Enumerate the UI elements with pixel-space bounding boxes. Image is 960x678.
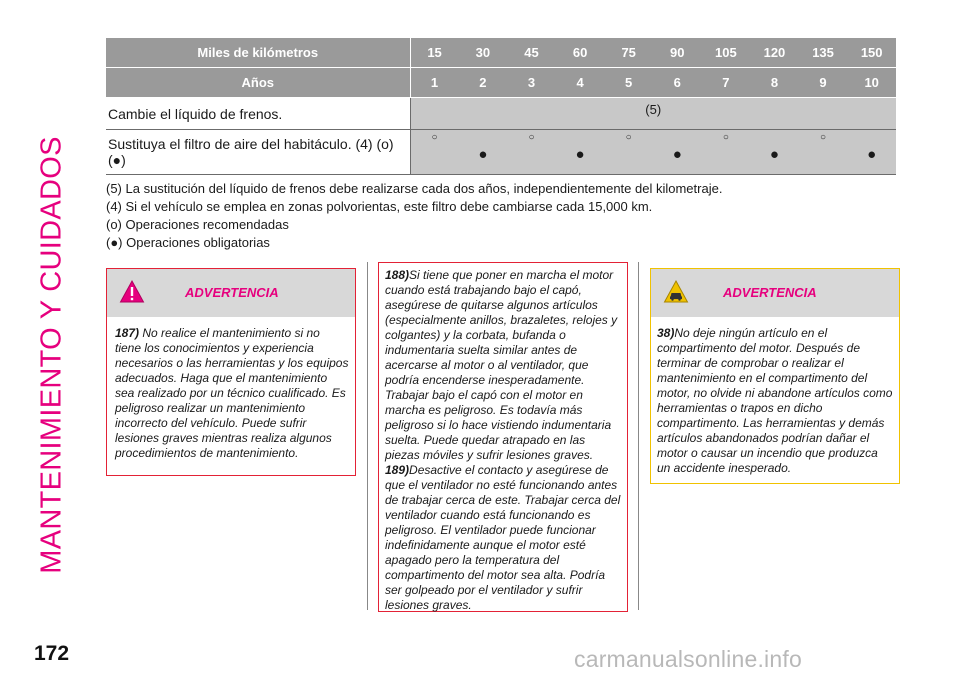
warning-item (385, 463, 622, 613)
watermark: carmanualsonline.info (574, 646, 802, 672)
warning-header (651, 269, 899, 317)
page-number: 172 (34, 642, 70, 665)
km-header-row (106, 38, 896, 68)
warning-title: ADVERTENCIA (723, 285, 817, 300)
km-header-label: Miles de kilómetros (106, 38, 410, 68)
obligatory-operation-icon: ● (575, 146, 585, 163)
obligatory-operation-icon: ● (478, 146, 488, 163)
obligatory-operation-icon: ● (672, 146, 682, 163)
year-value: 5 (604, 68, 653, 98)
warning-text (651, 317, 899, 476)
year-value: 4 (556, 68, 605, 98)
year-value: 7 (702, 68, 751, 98)
km-value: 45 (507, 38, 556, 68)
warning-ref: 188) (385, 268, 410, 282)
recommended-operation-icon: ○ (625, 132, 632, 143)
km-value: 90 (653, 38, 702, 68)
recommended-operation-icon: ○ (431, 132, 438, 143)
year-value: 3 (507, 68, 556, 98)
year-value: 2 (459, 68, 508, 98)
warning-body: No realice el mantenimiento si no tiene los conocimientos y experiencia necesarios o las herramientas y los equipos adecuados. Haga que el mantenimiento sea realizado por un técnico cualificado. Es peligroso realizar un mantenimiento incorrecto del vehículo. Puede sufrir lesiones graves mientras realiza algunos procedimientos de mantenimiento. (115, 326, 349, 460)
operation-cell (653, 130, 702, 175)
warning-ref: 187) (115, 326, 140, 340)
operation-cell (847, 130, 896, 175)
recommended-operation-icon: ○ (528, 132, 535, 143)
years-header-row (106, 68, 896, 98)
warning-ref: 189) (385, 463, 410, 477)
operation-cell (410, 130, 459, 175)
recommended-operation-icon: ○ (820, 132, 827, 143)
footnote: (5) La sustitución del líquido de frenos debe realizarse cada dos años, independientemente del kilometraje. (106, 181, 723, 196)
section-title-text: MANTENIMIENTO Y CUIDADOS (35, 136, 68, 574)
column-divider (638, 262, 639, 610)
footnote: (●) Operaciones obligatorias (106, 235, 270, 250)
obligatory-operation-icon: ● (867, 146, 877, 163)
operation-cell (702, 130, 751, 175)
operation-cell (507, 130, 556, 175)
km-value: 120 (750, 38, 799, 68)
operation-cell (604, 130, 653, 175)
km-value: 60 (556, 38, 605, 68)
operation-cell (750, 130, 799, 175)
year-value: 6 (653, 68, 702, 98)
year-value: 9 (799, 68, 848, 98)
brake-fluid-note-ref: (5) (410, 98, 896, 130)
operation-cell (556, 130, 605, 175)
year-value: 8 (750, 68, 799, 98)
table-footnotes (106, 180, 722, 252)
warning-body: Si tiene que poner en marcha el motor cuando está trabajando bajo el capó, asegúrese de quitarse algunos artículos (especialmente anillos, brazaletes, relojes y colgantes) y la corbata, bufanda o indumentaria suelta similar antes de acercarse al motor o al ventilador, que podría encenderse inesperadamente. Trabajar bajo el capó con el motor en marcha es peligroso. Es todavía más peligroso si lo hace vistiendo indumentaria suelta. Puede quedar atrapado en las piezas móviles y sufrir lesiones graves. (385, 268, 618, 462)
recommended-operation-icon: ○ (722, 132, 729, 143)
row-label: Cambie el líquido de frenos. (106, 98, 410, 130)
km-value: 15 (410, 38, 459, 68)
warning-ref: 38) (657, 326, 675, 340)
caution-car-warning-icon (663, 279, 689, 305)
years-header-label: Años (106, 68, 410, 98)
warning-box-danger (106, 268, 356, 476)
operation-cell (459, 130, 508, 175)
table-row (106, 98, 896, 130)
km-value: 30 (459, 38, 508, 68)
km-value: 105 (702, 38, 751, 68)
warning-title: ADVERTENCIA (185, 285, 279, 300)
warning-box-continued (378, 262, 628, 612)
danger-warning-icon (119, 279, 145, 305)
warning-body: No deje ningún artículo en el compartimento del motor. Después de terminar de comprobar o realizar el mantenimiento en el compartimento del motor, no olvide ni abandone artículos como herramientas o trapos en dicho compartimento. Las herramientas y demás artículos abandonados podrían dañar el motor o causar un incendio que produzca un accidente inesperado. (657, 326, 893, 475)
warning-item (385, 268, 622, 463)
column-divider (367, 262, 368, 610)
operation-cell (799, 130, 848, 175)
warning-body: Desactive el contacto y asegúrese de que el ventilador no esté funcionando antes de trabajar cerca de este. Trabajar cerca del ventilador cuando está funcionando es peligroso. El ventilador puede funcionar indefinidamente aunque el motor esté apagado pero la temperatura del compartimento del motor sea alta. Podría ser golpeado por el ventilador y sufrir lesiones graves. (385, 463, 621, 612)
footnote: (4) Si el vehículo se emplea en zonas polvorientas, este filtro debe cambiarse cada 15,000 km. (106, 199, 653, 214)
table-row (106, 130, 896, 175)
maintenance-schedule-table (106, 38, 896, 175)
row-label: Sustituya el filtro de aire del habitáculo. (4) (o) (●) (106, 130, 410, 175)
year-value: 10 (847, 68, 896, 98)
footnote: (o) Operaciones recomendadas (106, 217, 289, 232)
km-value: 75 (604, 38, 653, 68)
year-value: 1 (410, 68, 459, 98)
warning-box-caution (650, 268, 900, 484)
obligatory-operation-icon: ● (769, 146, 779, 163)
warning-text (107, 317, 355, 461)
warning-header (107, 269, 355, 317)
km-value: 150 (847, 38, 896, 68)
km-value: 135 (799, 38, 848, 68)
